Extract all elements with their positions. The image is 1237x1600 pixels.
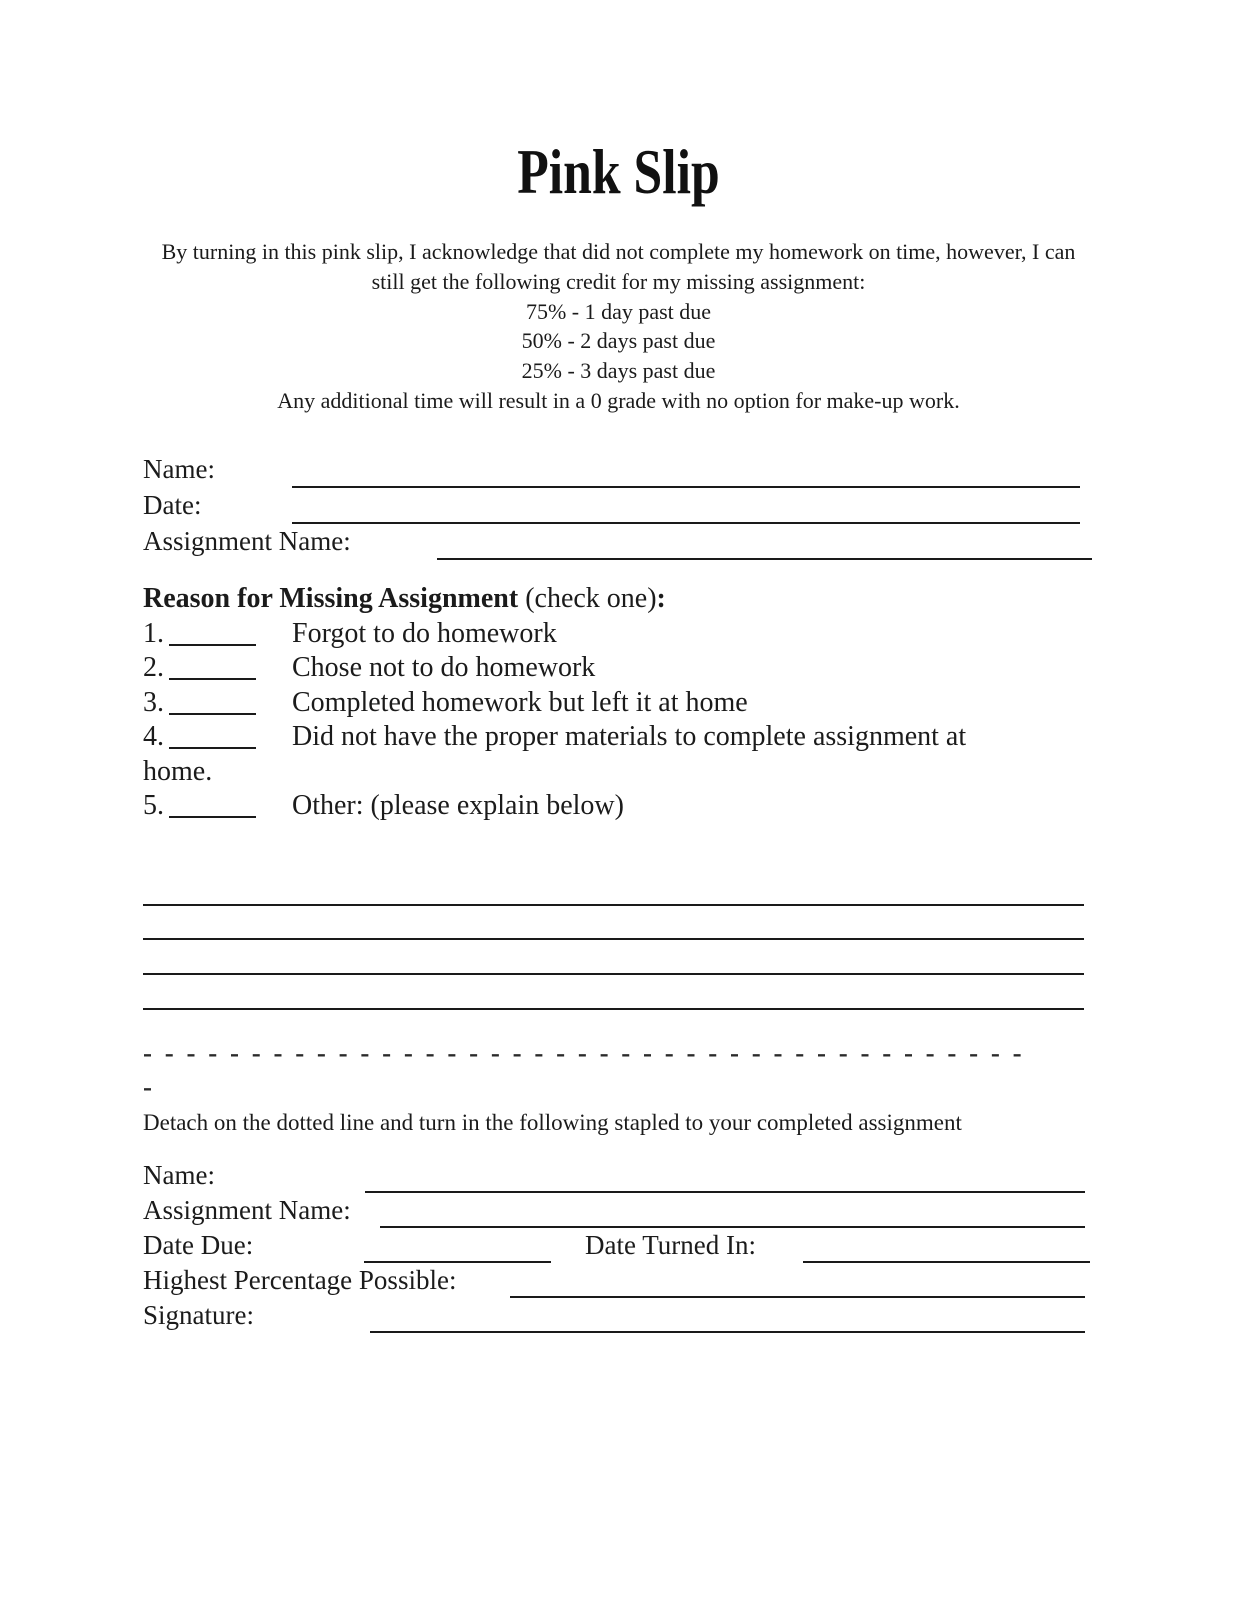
reason-2-check-blank[interactable] bbox=[169, 662, 256, 680]
stub-highest-percentage-row bbox=[143, 1263, 1095, 1298]
explanation-line-2[interactable] bbox=[143, 906, 1084, 941]
date-field-row bbox=[143, 488, 1095, 524]
stub-name-row bbox=[143, 1158, 1095, 1193]
reason-heading bbox=[143, 582, 1095, 617]
explanation-line-1[interactable] bbox=[143, 871, 1084, 906]
stub-signature-label: Signature: bbox=[143, 1300, 254, 1330]
explanation-line-4[interactable] bbox=[143, 975, 1084, 1010]
stub-highest-percentage-label: Highest Percentage Possible: bbox=[143, 1265, 457, 1295]
reason-item-4 bbox=[143, 720, 1095, 755]
reason-item-5 bbox=[143, 789, 1095, 824]
stub-assignment-row bbox=[143, 1193, 1095, 1228]
reason-item-3 bbox=[143, 686, 1095, 721]
reason-1-text: Forgot to do homework bbox=[292, 617, 557, 649]
reason-2-number: 2. bbox=[143, 652, 164, 683]
reason-item-1 bbox=[143, 617, 1095, 652]
credit-50: 50% - 2 days past due bbox=[521, 328, 716, 354]
document-title-wrap bbox=[0, 136, 1237, 209]
reason-heading-regular: (check one) bbox=[518, 583, 657, 614]
date-label: Date: bbox=[143, 490, 202, 520]
bottom-fields-section bbox=[143, 1158, 1095, 1333]
explanation-line-3[interactable] bbox=[143, 940, 1084, 975]
name-field-row bbox=[143, 452, 1095, 488]
stub-dates-row bbox=[143, 1228, 1095, 1263]
reason-5-check-blank[interactable] bbox=[169, 800, 256, 818]
stub-signature-row bbox=[143, 1298, 1095, 1333]
explanation-lines-section bbox=[143, 871, 1084, 1010]
name-label: Name: bbox=[143, 454, 215, 484]
stub-name-label: Name: bbox=[143, 1160, 215, 1190]
assignment-name-input-line[interactable] bbox=[437, 558, 1092, 560]
reason-5-number: 5. bbox=[143, 790, 164, 821]
intro-paragraph bbox=[0, 237, 1237, 416]
assignment-name-label: Assignment Name: bbox=[143, 526, 351, 556]
stub-assignment-label: Assignment Name: bbox=[143, 1195, 351, 1225]
assignment-field-row bbox=[143, 524, 1095, 560]
reason-1-check-blank[interactable] bbox=[169, 628, 256, 646]
late-warning: Any additional time will result in a 0 grade with no option for make-up work. bbox=[277, 387, 960, 413]
detach-dashed-line-wrap: - bbox=[143, 1072, 152, 1102]
stub-signature-input-line[interactable] bbox=[370, 1331, 1085, 1333]
document-title: Pink Slip bbox=[517, 137, 720, 207]
stub-date-turned-in-label: Date Turned In: bbox=[585, 1230, 756, 1260]
reason-5-text: Other: (please explain below) bbox=[292, 790, 624, 821]
reason-4-check-blank[interactable] bbox=[169, 731, 256, 749]
reason-2-text: Chose not to do homework bbox=[292, 652, 596, 683]
reason-heading-colon: : bbox=[656, 583, 666, 614]
reason-3-text: Completed homework but left it at home bbox=[292, 686, 748, 718]
reason-section bbox=[143, 582, 1095, 824]
detach-instruction: Detach on the dotted line and turn in the following stapled to your completed assignment bbox=[143, 1110, 962, 1135]
detach-dashed-line: - - - - - - - - - - - - - - - - - - - - - - - - - - - - - - - - - - - - - - - - - bbox=[143, 1038, 1022, 1068]
credit-25: 25% - 3 days past due bbox=[521, 358, 716, 384]
reason-1-number: 1. bbox=[143, 617, 164, 649]
reason-heading-bold: Reason for Missing Assignment bbox=[143, 583, 519, 614]
intro-line-2: still get the following credit for my missing assignment: bbox=[371, 268, 866, 294]
intro-line-1: By turning in this pink slip, I acknowledge that did not complete my homework on time, however, I can bbox=[161, 239, 1076, 264]
reason-3-check-blank[interactable] bbox=[169, 697, 256, 715]
top-fields-section bbox=[143, 452, 1095, 560]
reason-item-2 bbox=[143, 651, 1095, 686]
reason-4-number: 4. bbox=[143, 721, 164, 752]
stub-date-due-label: Date Due: bbox=[143, 1230, 254, 1260]
reason-4-text-wrap: home. bbox=[143, 755, 213, 787]
credit-75: 75% - 1 day past due bbox=[525, 298, 712, 324]
reason-4-text: Did not have the proper materials to complete assignment at bbox=[292, 721, 967, 752]
reason-3-number: 3. bbox=[143, 686, 164, 718]
